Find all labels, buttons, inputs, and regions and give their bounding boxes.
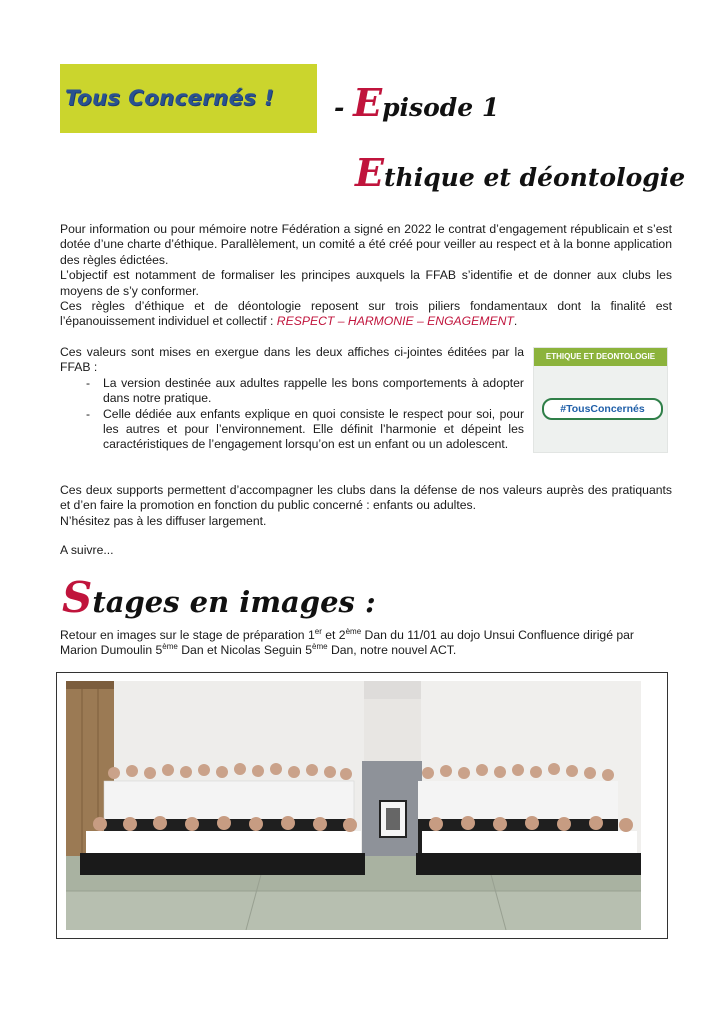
supports-text: Ces deux supports permettent d’accompagner les clubs dans la défense de nos valeurs auprès des pratiquants et d’en faire la promotion en fonction du public concerné : enfants ou adultes. (60, 483, 672, 513)
stages-sup-3: ème (162, 642, 178, 652)
stages-text-4: Dan et Nicolas Seguin 5 (177, 643, 312, 658)
list-item: - Celle dédiée aux enfants explique en quoi consiste le respect pour soi, pour les autres et pour l’environnement. Elle définit l’harmonie et dépeint les caractéristiques de l’engagement lorsqu’on est un enfant ou un adolescent. (60, 407, 524, 453)
intro-period: . (513, 314, 518, 329)
stages-text-5: Dan, notre nouvel ACT. (327, 643, 457, 658)
stages-heading (62, 573, 376, 622)
values-highlight: RESPECT – HARMONIE – ENGAGEMENT (276, 314, 514, 329)
posters-lead: Ces valeurs sont mises en exergue dans les deux affiches ci-jointes éditées par la FFAB : (60, 345, 524, 375)
group-photo (66, 681, 641, 930)
intro-line-3-text: Ces règles d’éthique et de déontologie reposent sur trois piliers fondamentaux dont la finalité est l’épanouissement individuel et collectif : (60, 299, 672, 329)
intro-paragraph (60, 222, 672, 330)
stages-text-3: Dan du 11/01 au dojo Unsui Confluence dirigé par Marion Dumoulin 5 (60, 628, 634, 658)
posters-paragraph (60, 345, 524, 453)
intro-line-2: L’objectif est notamment de formaliser les principes auxquels la FFAB s’identifie et de donner aux clubs les moyens de s’y conformer. (60, 268, 672, 298)
follow-text: A suivre... (60, 543, 114, 557)
title-box (60, 64, 317, 133)
episode-rest: pisode 1 (382, 93, 500, 122)
stages-cap: S (62, 573, 93, 622)
poster-hashtag: #TousConcernés (542, 398, 663, 420)
episode-dash: - (334, 93, 354, 122)
supports-paragraph (60, 483, 672, 529)
list-item: - La version destinée aux adultes rappelle les bons comportements à adopter dans notre pratique. (60, 376, 524, 407)
posters-list (60, 376, 524, 453)
tag-title: Tous Concernés ! (65, 86, 275, 110)
stages-sup-2: ème (345, 626, 362, 636)
stages-text-2: et 2 (321, 628, 346, 642)
subtitle-rest: thique et déontologie (383, 163, 686, 192)
poster-band: ETHIQUE ET DEONTOLOGIE (534, 348, 667, 366)
episode-cap: E (353, 80, 383, 125)
stages-text-1: Retour en images sur le stage de préparation 1 (60, 628, 315, 642)
stages-sup-1: er (314, 626, 322, 636)
section-subtitle (355, 150, 685, 195)
stages-sup-4: ème (312, 642, 328, 652)
stages-paragraph (60, 628, 672, 659)
episode-heading (334, 80, 499, 125)
intro-line-3 (60, 299, 672, 330)
stages-rest: tages en images : (92, 585, 376, 619)
poster-thumbnail (534, 348, 667, 452)
subtitle-cap: E (355, 150, 384, 195)
supports-line-2: N’hésitez pas à les diffuser largement. (60, 513, 267, 528)
intro-line-1: Pour information ou pour mémoire notre Fédération a signé en 2022 le contrat d’engagement républicain et s’est dotée d’une charte d’éthique. Parallèlement, un comité a été créé pour veiller au respect et à la bonne application des règles édictées. (60, 222, 672, 267)
